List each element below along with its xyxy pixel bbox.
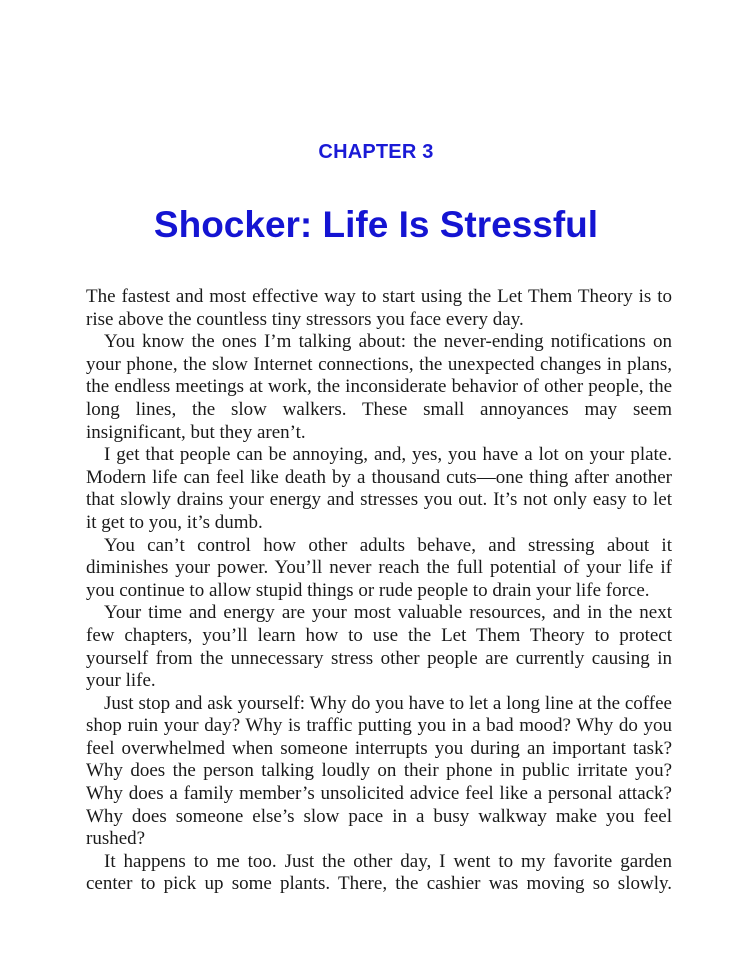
chapter-label: CHAPTER 3 (318, 141, 434, 163)
paragraph: I get that people can be annoying, and, yes, you have a lot on your plate. Modern life can feel like death by a thousand cuts—one thing after another that slowly drains your energy and stresses you out. It’s not only easy to let it get to you, it’s dumb. (86, 444, 672, 533)
chapter-title: Shocker: Life Is Stressful (153, 204, 599, 245)
paragraph: It happens to me too. Just the other day, I went to my favorite garden center to pick up some plants. There, the cashier was moving so slowly. (86, 850, 672, 895)
body-text (86, 286, 672, 896)
paragraph: The fastest and most effective way to start using the Let Them Theory is to rise above the countless tiny stressors you face every day. (86, 286, 672, 330)
paragraph: You know the ones I’m talking about: the never-ending notifications on your phone, the slow Internet connections, the unexpected changes in plans, the endless meetings at work, the inconsiderate behavior of other people, the long lines, the slow walkers. These small annoyances may seem insignificant, but they aren’t. (86, 331, 672, 443)
paragraph: Your time and energy are your most valuable resources, and in the next few chapters, you’ll learn how to use the Let Them Theory to protect yourself from the unnecessary stress other people are currently causing in your life. (86, 602, 672, 692)
paragraph: You can’t control how other adults behave, and stressing about it diminishes your power. You’ll never reach the full potential of your life if you continue to allow stupid things or rude people to drain your life force. (86, 534, 672, 601)
paragraph: Just stop and ask yourself: Why do you have to let a long line at the coffee shop ruin your day? Why is traffic putting you in a bad mood? Why do you feel overwhelmed when someone interrupts you during an important task? Why does the person talking loudly on their phone in public irritate you? Why does a family member’s unsolicited advice feel like a personal attack? Why does someone else’s slow pace in a busy walkway make you feel rushed? (86, 692, 672, 850)
